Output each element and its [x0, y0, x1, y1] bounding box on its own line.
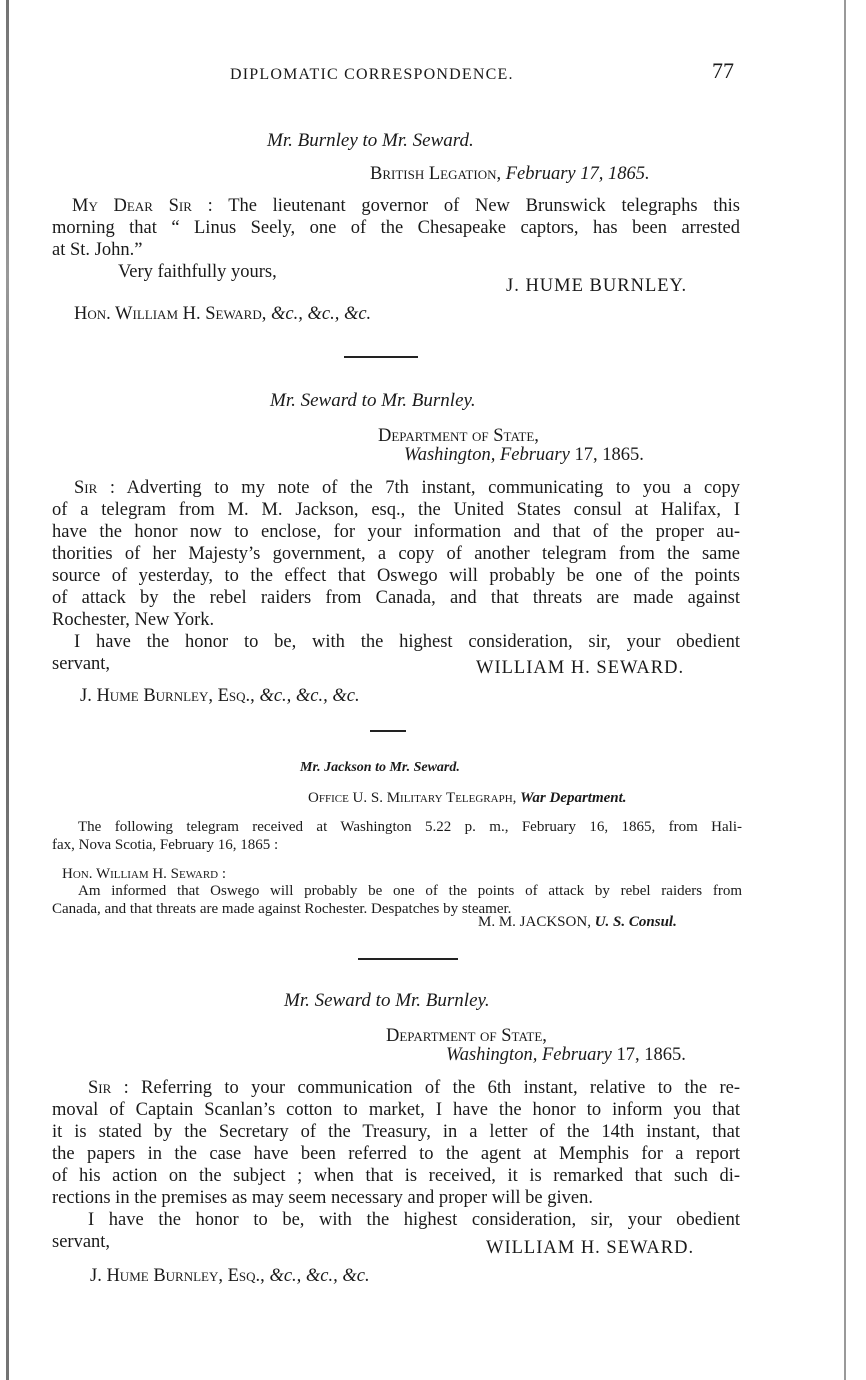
letter3-office: Office U. S. Military Telegraph, [308, 790, 517, 806]
section-rule [344, 356, 418, 358]
letter1-etc: &c., &c., &c. [271, 304, 372, 324]
letter2-city: Washington, February [404, 445, 570, 465]
letter2-body [52, 477, 740, 675]
letter4-body [52, 1077, 740, 1253]
letter1-closing: Very faithfully yours, [118, 262, 277, 282]
letter4-closing-line: servant, [52, 1232, 111, 1252]
letter4-addressee: J. Hume Burnley, Esq., [90, 1266, 265, 1286]
letter3-signature-title: U. S. Consul. [594, 914, 677, 930]
letter4-title: Mr. Seward to Mr. Burnley. [284, 990, 490, 1011]
letter4-date: 17, 1865. [616, 1045, 686, 1065]
letter2-line: have the honor now to enclose, for your information and that of the proper au- [52, 522, 740, 542]
letter1-addressee-line [74, 304, 371, 325]
letter1-body [52, 195, 740, 261]
page-edge-right [844, 0, 846, 1380]
page-number: 77 [712, 58, 734, 83]
letter1-signature: J. HUME BURNLEY. [506, 276, 688, 296]
letter4-line: Sir : Referring to your communication of the 6th instant, relative to the re- [88, 1078, 740, 1098]
letter4-addressee-line [90, 1266, 370, 1287]
letter4-city: Washington, February [446, 1045, 612, 1065]
letter2-place: Department of State, [378, 426, 539, 446]
letter4-line: moval of Captain Scanlan’s cotton to market, I have the honor to inform you that [52, 1100, 740, 1120]
letter4-closing-line: I have the honor to be, with the highest consideration, sir, your obedient [88, 1210, 740, 1230]
letter1-addressee: Hon. William H. Seward, [74, 304, 267, 324]
letter2-closing-line: I have the honor to be, with the highest consideration, sir, your obedient [74, 632, 740, 652]
letter2-signature: WILLIAM H. SEWARD. [476, 658, 685, 678]
letter2-addressee-line [80, 686, 360, 707]
letter2-dateline [404, 445, 644, 466]
letter4-etc: &c., &c., &c. [269, 1266, 370, 1286]
letter3-addressee: Hon. William H. Seward : [62, 866, 227, 882]
letter1-line: morning that “ Linus Seely, one of the Chesapeake captors, has been arrested [52, 218, 740, 238]
letter1-line: at St. John.” [52, 240, 143, 260]
letter2-line: source of yesterday, to the effect that Oswego will probably be one of the points [52, 566, 740, 586]
letter2-line: of attack by the rebel raiders from Canada, and that threats are made against [52, 588, 740, 608]
page-edge-left [6, 0, 9, 1380]
letter3-intro [52, 818, 742, 854]
letter1-date: February 17, 1865. [505, 164, 650, 184]
letter3-body [52, 882, 742, 918]
letter2-date: 17, 1865. [574, 445, 644, 465]
section-rule [358, 958, 458, 960]
letter2-etc: &c., &c., &c. [259, 686, 360, 706]
letter4-line: it is stated by the Secretary of the Treasury, in a letter of the 14th instant, that [52, 1122, 740, 1142]
letter4-place: Department of State, [386, 1026, 547, 1046]
letter3-body-line: Am informed that Oswego will probably be one of the points of attack by rebel raiders from [78, 883, 742, 899]
running-head: DIPLOMATIC CORRESPONDENCE. [230, 66, 514, 83]
letter2-line: Sir : Adverting to my note of the 7th instant, communicating to you a copy [74, 478, 740, 498]
letter4-dateline [446, 1045, 686, 1066]
letter3-dept: War Department. [520, 790, 627, 806]
letter2-line: of a telegram from M. M. Jackson, esq., the United States consul at Halifax, I [52, 500, 740, 520]
letter1-place: British Legation, [370, 164, 502, 184]
letter3-signature-line [478, 914, 677, 931]
document-page [52, 0, 742, 1380]
letter2-addressee: J. Hume Burnley, Esq., [80, 686, 255, 706]
letter1-salutation: My Dear Sir : [72, 196, 213, 216]
letter3-intro-line: The following telegram received at Washington 5.22 p. m., February 16, 1865, from Hali- [78, 819, 742, 835]
letter4-salutation: Sir : [88, 1078, 129, 1098]
letter2-closing-line: servant, [52, 654, 111, 674]
letter3-signature: M. M. JACKSON, [478, 914, 591, 930]
letter3-title: Mr. Jackson to Mr. Seward. [300, 760, 460, 775]
letter4-signature: WILLIAM H. SEWARD. [486, 1238, 695, 1258]
letter3-intro-line: fax, Nova Scotia, February 16, 1865 : [52, 837, 279, 853]
letter4-line: rections in the premises as may seem necessary and proper will be given. [52, 1188, 593, 1208]
letter2-line: Rochester, New York. [52, 610, 215, 630]
letter4-line: of his action on the subject ; when that is received, it is remarked that such di- [52, 1166, 740, 1186]
letter1-title: Mr. Burnley to Mr. Seward. [267, 130, 474, 151]
letter2-title: Mr. Seward to Mr. Burnley. [270, 390, 476, 411]
section-rule [370, 730, 406, 732]
letter1-line: My Dear Sir : The lieutenant governor of New Brunswick telegraphs this [72, 196, 740, 216]
letter1-dateline [370, 164, 650, 185]
letter2-salutation: Sir : [74, 478, 116, 498]
letter2-line: thorities of her Majesty’s government, a copy of another telegram from the same [52, 544, 740, 564]
letter4-line: the papers in the case have been referred to the agent at Memphis for a report [52, 1144, 740, 1164]
letter3-body-line: Canada, and that threats are made against Rochester. Despatches by steamer. [52, 901, 512, 917]
letter3-dateline [308, 790, 627, 807]
